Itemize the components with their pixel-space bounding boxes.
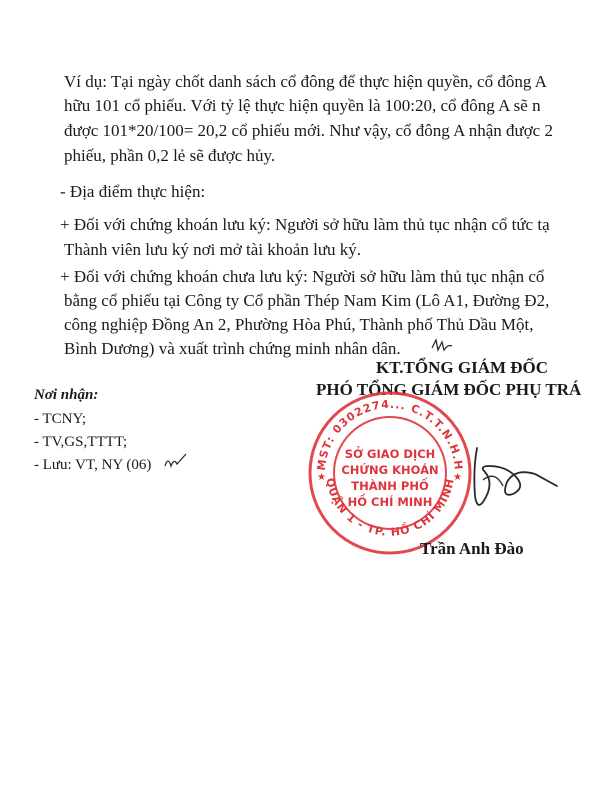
recipients-heading: Nơi nhận:	[34, 387, 99, 403]
handwritten-signature-icon	[455, 440, 565, 520]
recipient-item: - Lưu: VT, NY (06)	[34, 457, 152, 473]
recipient-item: - TV,GS,TTTT;	[34, 434, 128, 450]
undeposited-line-4: Bình Dương) và xuất trình chứng minh nhân dân.	[64, 339, 401, 358]
undeposited-line-1: + Đối với chứng khoán chưa lưu ký: Người sở hữu làm thủ tục nhận cổ	[60, 267, 545, 286]
location-heading: - Địa điểm thực hiện:	[60, 182, 206, 201]
example-line-4: phiếu, phần 0,2 lẻ sẽ được hủy.	[64, 146, 276, 165]
deposited-line-2: Thành viên lưu ký nơi mở tài khoản lưu ký.	[64, 240, 362, 259]
stamp-star-right-icon: ★	[453, 472, 462, 483]
recipient-item: - TCNY;	[34, 411, 87, 427]
signatory-title-1: KT.TỔNG GIÁM ĐỐC	[376, 358, 549, 377]
deposited-line-1: + Đối với chứng khoán lưu ký: Người sở hữu làm thủ tục nhận cổ tức tạ	[60, 215, 550, 234]
stamp-ring-top: MST: 0302274... C.T.T.N.H.H	[314, 397, 466, 472]
signatory-name: Trần Anh Đào	[420, 539, 524, 558]
undeposited-line-2: bằng cổ phiếu tại Công ty Cổ phần Thép Nam Kim (Lô A1, Đường Đ2,	[64, 291, 550, 310]
undeposited-line-3: công nghiệp Đồng An 2, Phường Hòa Phú, Thành phố Thủ Dầu Một,	[64, 315, 534, 334]
stamp-ring-bottom: QUẬN 1 - TP. HỒ CHÍ MINH	[323, 476, 457, 539]
stamp-line-1: SỞ GIAO DỊCH	[344, 447, 436, 461]
stamp-line-2: CHỨNG KHOÁN	[341, 463, 439, 477]
company-seal-stamp	[305, 388, 475, 558]
example-line-2: hữu 101 cổ phiếu. Với tỷ lệ thực hiện quyền là 100:20, cổ đông A sẽ n	[64, 96, 541, 115]
example-line-1: Ví dụ: Tại ngày chốt danh sách cổ đông để thực hiện quyền, cổ đông A	[64, 72, 547, 91]
stamp-line-3: THÀNH PHỐ	[351, 479, 429, 493]
signatory-title-2: PHÓ TỔNG GIÁM ĐỐC PHỤ TRÁ	[316, 380, 582, 399]
example-line-3: được 101*20/100= 20,2 cổ phiếu mới. Như vậy, cổ đông A nhận được 2	[64, 121, 553, 140]
stamp-line-4: HỒ CHÍ MINH	[347, 495, 433, 509]
stamp-star-left-icon: ★	[317, 472, 326, 483]
initials-mark-icon	[430, 336, 454, 354]
recipients-initials-icon	[162, 452, 188, 472]
